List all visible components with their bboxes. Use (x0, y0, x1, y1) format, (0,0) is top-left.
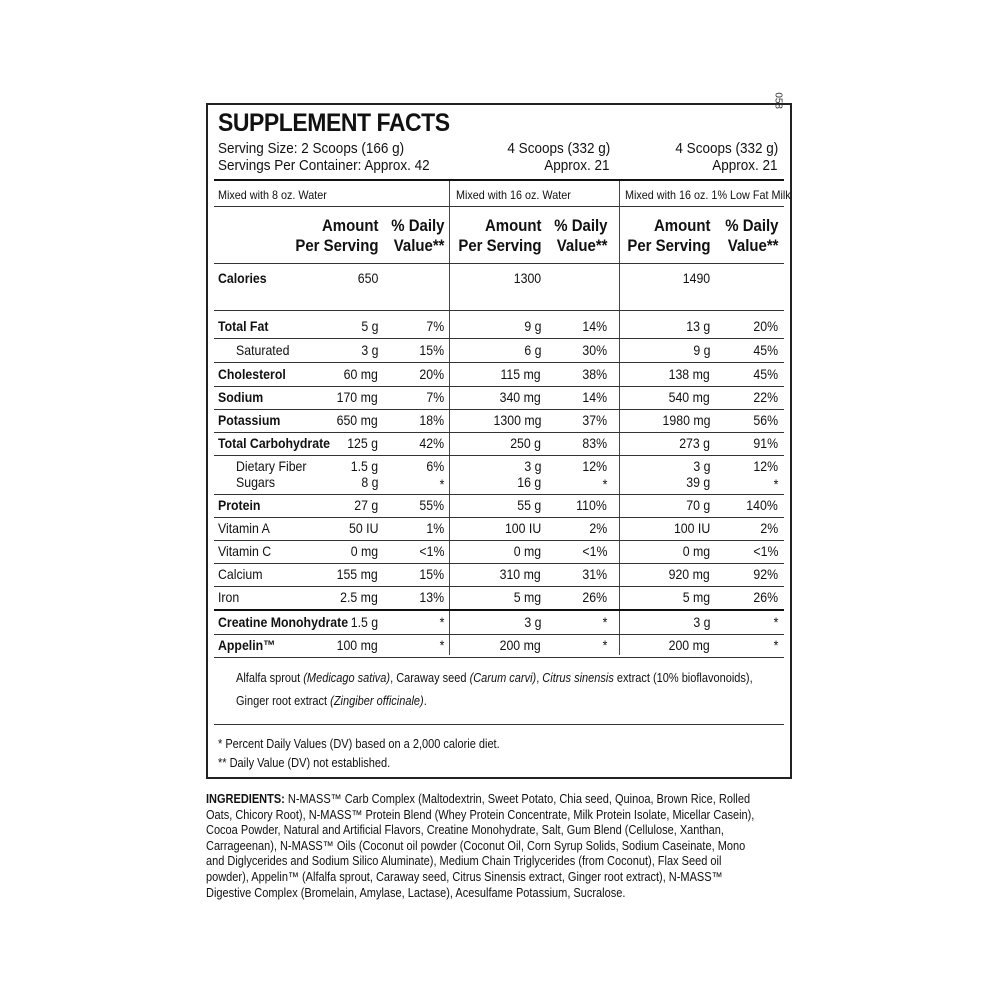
row-dv: 31% (582, 566, 607, 582)
col2-servings: Approx. 21 (544, 157, 610, 174)
dv-header-line1: % Daily (724, 216, 778, 235)
row-label-dietary-fiber: Dietary Fiber (236, 458, 307, 474)
row-dv: 14% (582, 318, 607, 334)
row-divider (214, 455, 784, 456)
row-dv: * (602, 614, 607, 630)
row-dv: <1% (418, 543, 444, 559)
row-dv: 140% (746, 497, 778, 513)
column-divider-2 (619, 181, 620, 655)
row-label-cholesterol: Cholesterol (218, 366, 286, 382)
row-dv: 13% (419, 589, 444, 605)
amount-header-line2: Per Serving (457, 236, 541, 255)
amount-header-line1: Amount (653, 216, 710, 235)
row-amount: 115 mg (500, 366, 541, 382)
row-dv: * (439, 637, 444, 653)
col2-dv-header (554, 216, 607, 256)
row-dv: 45% (753, 342, 778, 358)
row-amount: 5 mg (682, 589, 710, 605)
row-amount: 650 (357, 270, 378, 286)
row-dv: 15% (419, 566, 444, 582)
row-divider (214, 386, 784, 387)
col2-amount-header (458, 216, 541, 256)
col1-dv-header (391, 216, 444, 256)
row-dv: 26% (753, 589, 778, 605)
row-amount: 39 g (686, 474, 710, 490)
row-amount: 3 g (523, 614, 541, 630)
row-amount: 650 mg (336, 412, 378, 428)
row-dv: * (439, 476, 444, 492)
column-divider-1 (449, 181, 450, 655)
row-divider (214, 432, 784, 433)
row-amount: 1.5 g (350, 614, 378, 630)
col3-amount-header (627, 216, 710, 256)
mixed-col1: Mixed with 8 oz. Water (218, 188, 327, 202)
servings-per-container: Servings Per Container: Approx. 42 (218, 157, 430, 174)
row-label-creatine: Creatine Monohydrate (218, 614, 349, 630)
row-divider (214, 657, 784, 658)
row-amount: 3 g (360, 342, 378, 358)
row-dv: 12% (582, 458, 607, 474)
row-dv: 2% (589, 520, 607, 536)
col3-dv-header (725, 216, 778, 256)
row-dv: 37% (582, 412, 607, 428)
row-dv: * (773, 614, 778, 630)
row-amount: 2.5 mg (340, 589, 378, 605)
row-label-sodium: Sodium (218, 389, 264, 405)
row-amount: 9 g (692, 342, 710, 358)
row-label-total-carbohydrate: Total Carbohydrate (218, 435, 331, 451)
row-dv: 83% (582, 435, 607, 451)
row-dv: 56% (753, 412, 778, 428)
row-amount: 55 g (517, 497, 541, 513)
amount-header-line1: Amount (484, 216, 541, 235)
row-amount: 250 g (510, 435, 541, 451)
row-dv: 22% (753, 389, 778, 405)
row-amount: 0 mg (682, 543, 710, 559)
mixed-col2: Mixed with 16 oz. Water (456, 188, 571, 202)
row-divider (214, 494, 784, 495)
col2-serving-size: 4 Scoops (332 g) (507, 140, 610, 157)
row-amount: 60 mg (343, 366, 378, 382)
row-dv: 91% (753, 435, 778, 451)
row-dv: 26% (582, 589, 607, 605)
row-dv: 20% (419, 366, 444, 382)
row-dv: 15% (419, 342, 444, 358)
row-divider (214, 609, 784, 611)
row-dv: 7% (426, 389, 444, 405)
row-dv: 6% (426, 458, 444, 474)
row-dv: * (602, 637, 607, 653)
row-amount: 27 g (354, 497, 378, 513)
row-label-vitamin-c: Vitamin C (218, 543, 272, 559)
amount-header-line2: Per Serving (626, 236, 710, 255)
ingredients-label: INGREDIENTS: (206, 792, 285, 806)
row-amount: 1300 (513, 270, 541, 286)
footnote-divider (214, 724, 784, 725)
dv-header-line1: % Daily (553, 216, 607, 235)
dv-header-line1: % Daily (390, 216, 444, 235)
row-amount: 138 mg (668, 366, 710, 382)
row-dv: 110% (576, 497, 607, 513)
row-label-protein: Protein (218, 497, 261, 513)
row-dv: 55% (419, 497, 444, 513)
row-amount: 0 mg (350, 543, 378, 559)
row-amount: 920 mg (668, 566, 710, 582)
col1-amount-header (295, 216, 378, 256)
row-dv: * (439, 614, 444, 630)
appelin-composition-line1: Alfalfa sprout (Medicago sativa), Caraway seed (Carum carvi), Citrus sinensis extract (10% bioflavonoids), (236, 671, 753, 685)
row-amount: 1490 (682, 270, 710, 286)
serving-size: Serving Size: 2 Scoops (166 g) (218, 140, 405, 157)
row-divider (214, 634, 784, 635)
row-amount: 170 mg (336, 389, 378, 405)
panel-title: SUPPLEMENT FACTS (218, 109, 450, 137)
ingredients-text: N-MASS™ Carb Complex (Maltodextrin, Sweet Potato, Chia seed, Quinoa, Brown Rice, Rolled Oats, Chicory Root), N-MASS™ Protein Blend (Whey Protein Concentrate, Milk Protein Isolate, Micellar Casein), Cocoa Powder, Natural and Artificial Flavors, Creatine Monohydrate, Salt, Gum Blend (Cellulose, Xanthan, Carrageenan), N-MASS™ Oils (Coconut oil powder (Coconut Oil, Corn Syrup Solids, Sodium Caseinate, Mono and Diglycerides and Sodium Silico Aluminate), Medium Chain Triglycerides (from Coconut), Flax Seed oil powder), Appelin™ (Alfalfa sprout, Caraway seed, Citrus Sinensis extract, Ginger root extract), N-MASS™ Digestive Complex (Bromelain, Amylase, Lactase), Acesulfame Potassium, Sucralose. (206, 792, 755, 900)
row-divider (214, 409, 784, 410)
row-dv: 2% (760, 520, 778, 536)
row-amount: 3 g (692, 614, 710, 630)
row-dv: 7% (426, 318, 444, 334)
row-dv: 20% (753, 318, 778, 334)
amount-header-line1: Amount (321, 216, 378, 235)
row-label-saturated: Saturated (236, 342, 290, 358)
row-amount: 5 mg (513, 589, 541, 605)
row-amount: 310 mg (499, 566, 541, 582)
row-dv: 45% (753, 366, 778, 382)
footnote-not-established: ** Daily Value (DV) not established. (218, 756, 391, 770)
row-amount: 16 g (517, 474, 541, 490)
row-dv: 30% (582, 342, 607, 358)
row-amount: 1.5 g (350, 458, 378, 474)
amount-header-line2: Per Serving (294, 236, 378, 255)
row-dv: <1% (581, 543, 607, 559)
row-divider (214, 362, 784, 363)
row-divider (214, 586, 784, 587)
row-amount: 5 g (360, 318, 378, 334)
appelin-composition-line2: Ginger root extract (Zingiber officinale). (236, 694, 427, 708)
row-divider (214, 310, 784, 311)
row-dv: * (773, 476, 778, 492)
label-code: 058 (773, 92, 784, 109)
col3-serving-size: 4 Scoops (332 g) (675, 140, 778, 157)
row-label-calories: Calories (218, 270, 267, 286)
row-amount: 3 g (692, 458, 710, 474)
row-amount: 1300 mg (493, 412, 541, 428)
row-dv: 14% (582, 389, 607, 405)
row-amount: 125 g (347, 435, 378, 451)
row-label-total-fat: Total Fat (218, 318, 269, 334)
row-amount: 9 g (523, 318, 541, 334)
supplement-facts-panel (206, 92, 792, 779)
row-dv: 18% (419, 412, 444, 428)
row-dv: 38% (582, 366, 607, 382)
row-dv: * (773, 637, 778, 653)
row-divider (214, 563, 784, 564)
row-dv: 42% (419, 435, 444, 451)
dv-header-line2: Value** (727, 236, 778, 255)
row-dv: * (602, 476, 607, 492)
row-amount: 540 mg (668, 389, 710, 405)
row-label-calcium: Calcium (218, 566, 263, 582)
header-divider (214, 179, 784, 181)
row-amount: 100 IU (673, 520, 710, 536)
col3-servings: Approx. 21 (712, 157, 778, 174)
mixed-col3: Mixed with 16 oz. 1% Low Fat Milk (625, 188, 791, 202)
row-dv: 92% (753, 566, 778, 582)
row-label-potassium: Potassium (218, 412, 281, 428)
row-amount: 1980 mg (662, 412, 710, 428)
row-amount: 155 mg (336, 566, 378, 582)
mixed-divider (214, 206, 784, 207)
row-amount: 13 g (686, 318, 710, 334)
row-divider (214, 540, 784, 541)
row-divider (214, 338, 784, 339)
row-label-sugars: Sugars (236, 474, 276, 490)
row-amount: 50 IU (348, 520, 378, 536)
row-amount: 6 g (523, 342, 541, 358)
row-amount: 340 mg (499, 389, 541, 405)
header-rule (214, 263, 784, 264)
footnote-dv: * Percent Daily Values (DV) based on a 2,000 calorie diet. (218, 737, 500, 751)
row-amount: 200 mg (668, 637, 710, 653)
row-amount: 100 mg (336, 637, 378, 653)
row-amount: 0 mg (513, 543, 541, 559)
dv-header-line2: Value** (393, 236, 444, 255)
dv-header-line2: Value** (556, 236, 607, 255)
row-amount: 70 g (686, 497, 710, 513)
row-amount: 200 mg (499, 637, 541, 653)
row-label-vitamin-a: Vitamin A (218, 520, 270, 536)
ingredients-list (206, 792, 765, 901)
row-label-appelin: Appelin™ (218, 637, 276, 653)
row-dv: <1% (752, 543, 778, 559)
row-divider (214, 517, 784, 518)
row-dv: 1% (426, 520, 444, 536)
row-amount: 100 IU (504, 520, 541, 536)
row-label-iron: Iron (218, 589, 240, 605)
row-amount: 273 g (679, 435, 710, 451)
row-amount: 3 g (523, 458, 541, 474)
row-dv: 12% (753, 458, 778, 474)
row-amount: 8 g (360, 474, 378, 490)
